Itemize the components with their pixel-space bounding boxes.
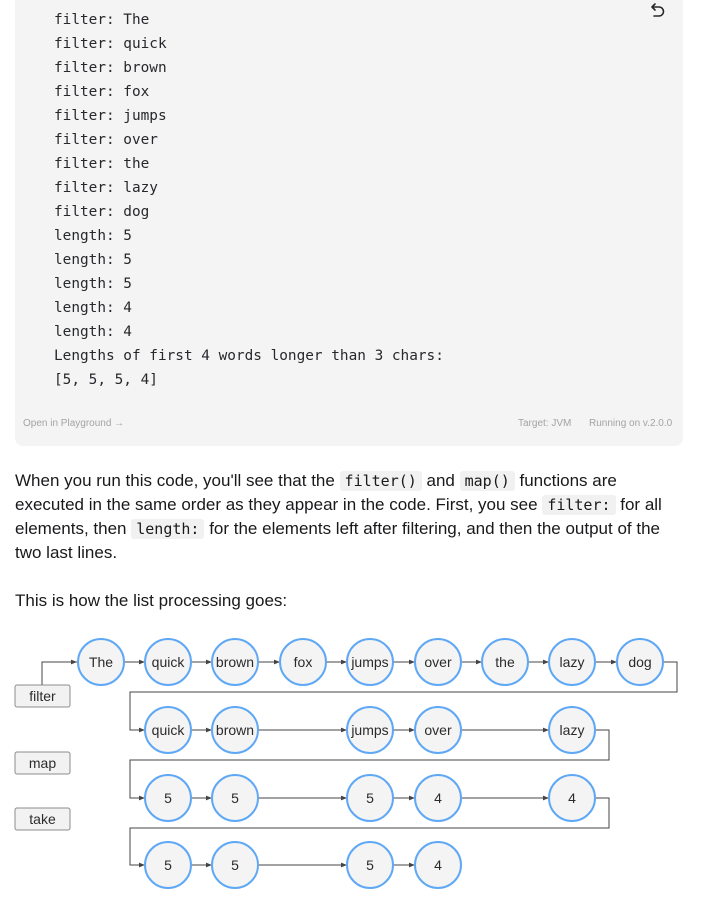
text-run: When you run this code, you'll see that the: [15, 471, 340, 490]
node-label: brown: [215, 654, 255, 670]
text-run: for all elements, then: [15, 495, 662, 538]
sequence-element-node: [145, 775, 191, 821]
running-version-label: Running on v.2.0.0: [589, 418, 673, 429]
node-label: jumps: [351, 722, 389, 738]
node-label: 4: [434, 857, 442, 873]
code-output-line: length: 5: [54, 276, 132, 292]
explanation-paragraph: [15, 469, 690, 565]
sequence-element-node: [415, 775, 461, 821]
inline-code-filter: filter(): [340, 471, 422, 491]
stage-label: filter: [29, 688, 56, 704]
code-output-line: filter: dog: [54, 204, 150, 220]
code-output-line: filter: jumps: [54, 108, 167, 124]
node-label: 5: [366, 790, 374, 806]
sequence-element-node: [212, 775, 258, 821]
sequence-element-node: [617, 639, 663, 685]
node-label: 4: [434, 790, 442, 806]
node-label: 5: [164, 857, 172, 873]
undo-icon: [650, 2, 666, 20]
node-label: The: [88, 654, 114, 670]
node-label: fox: [293, 654, 313, 670]
sequence-element-node: [212, 639, 258, 685]
node-label: over: [424, 654, 452, 670]
node-label: over: [424, 722, 452, 738]
inline-code-map: map(): [460, 471, 515, 491]
code-output-line: length: 5: [54, 228, 132, 244]
diagram-intro-paragraph: This is how the list processing goes:: [15, 591, 288, 610]
undo-button[interactable]: [647, 0, 669, 22]
sequence-element-node: [549, 707, 595, 753]
stage-label: take: [29, 811, 56, 827]
node-label: 5: [231, 790, 239, 806]
sequence-element-node: [145, 842, 191, 888]
row-wrap-connector: [130, 662, 677, 730]
open-in-playground-link[interactable]: Open in Playground →: [23, 418, 125, 429]
node-label: 5: [231, 857, 239, 873]
sequence-element-node: [145, 639, 191, 685]
sequence-element-node: [212, 842, 258, 888]
node-label: quick: [151, 722, 185, 738]
sequence-element-node: [415, 639, 461, 685]
code-output-lines: [54, 8, 444, 392]
node-label: jumps: [351, 654, 389, 670]
node-label: lazy: [559, 722, 585, 738]
code-output-line: filter: fox: [54, 84, 150, 100]
sequence-element-node: [212, 707, 258, 753]
stage-label: map: [28, 755, 57, 771]
code-output-line: filter: The: [54, 12, 150, 28]
stage-button-take[interactable]: [15, 808, 70, 830]
node-label: 5: [366, 857, 374, 873]
node-label: the: [495, 654, 515, 670]
code-output-line: filter: quick: [54, 36, 167, 52]
code-output-line: filter: lazy: [54, 180, 158, 196]
target-label: Target: JVM: [518, 418, 572, 429]
sequence-element-node: [347, 707, 393, 753]
stage-button-filter[interactable]: [15, 685, 70, 707]
entry-arrow: [42, 662, 77, 685]
code-output-line: length: 4: [54, 300, 132, 316]
sequence-element-node: [415, 842, 461, 888]
sequence-element-node: [280, 639, 326, 685]
list-processing-diagram: [0, 620, 705, 908]
sequence-element-node: [482, 639, 528, 685]
code-output-line: filter: the: [54, 156, 150, 172]
sequence-element-node: [415, 707, 461, 753]
inline-code-length-label: length:: [131, 519, 204, 539]
sequence-element-node: [549, 775, 595, 821]
code-output-line: length: 5: [54, 252, 132, 268]
code-output-panel: [15, 0, 683, 446]
sequence-element-node: [145, 707, 191, 753]
sequence-element-node: [549, 639, 595, 685]
sequence-element-node: [347, 775, 393, 821]
text-run: for the elements left after filtering, and then the output of the two last lines.: [15, 519, 660, 562]
sequence-element-node: [78, 639, 124, 685]
code-output-line: filter: brown: [54, 60, 167, 76]
sequence-element-node: [347, 639, 393, 685]
node-label: lazy: [559, 654, 585, 670]
code-output-line: filter: over: [54, 132, 158, 148]
stage-button-map[interactable]: [15, 752, 70, 774]
inline-code-filter-label: filter:: [542, 495, 615, 515]
text-run: functions are executed in the same order as they appear in the code. First, you see: [15, 471, 617, 514]
text-run: and: [421, 471, 460, 490]
node-label: 5: [164, 790, 172, 806]
node-label: quick: [151, 654, 185, 670]
node-label: brown: [215, 722, 255, 738]
node-label: dog: [628, 654, 652, 670]
node-label: 4: [568, 790, 576, 806]
code-output-line: length: 4: [54, 324, 132, 340]
code-output-line: [5, 5, 5, 4]: [54, 372, 158, 388]
code-output-line: Lengths of first 4 words longer than 3 chars:: [54, 348, 444, 364]
sequence-element-node: [347, 842, 393, 888]
